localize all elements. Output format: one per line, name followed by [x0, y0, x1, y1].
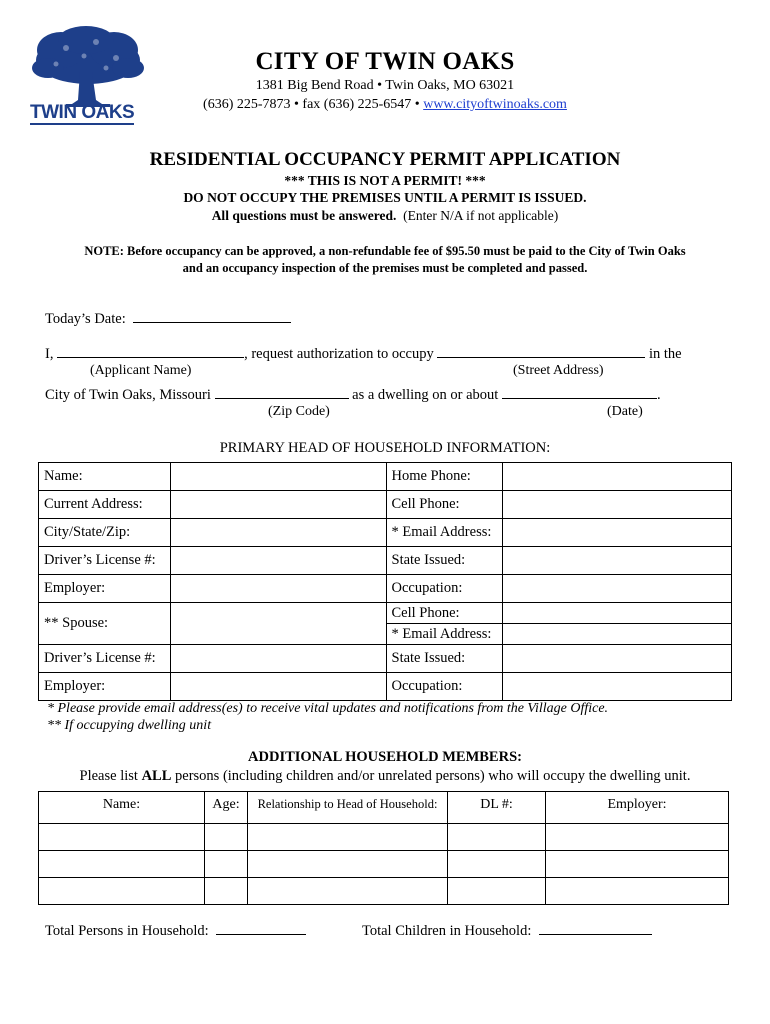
table-row	[39, 463, 732, 491]
logo-text: TWIN OAKS	[30, 102, 135, 123]
street-address-field[interactable]	[437, 345, 645, 358]
total-persons-row	[45, 922, 306, 940]
not-permit-warning: *** THIS IS NOT A PERMIT! ***	[284, 173, 486, 188]
table-row	[39, 824, 729, 851]
additional-subheading	[0, 768, 770, 785]
i-label: I,	[45, 346, 54, 362]
form-title: RESIDENTIAL OCCUPANCY PERMIT APPLICATION	[149, 149, 621, 170]
todays-date-label: Today’s Date:	[45, 311, 126, 327]
spouse-occupation-field[interactable]	[503, 673, 732, 701]
todays-date-row	[45, 310, 291, 328]
total-children-row	[362, 922, 652, 940]
name-label: Name:	[39, 463, 171, 491]
member-relationship-cell[interactable]	[248, 878, 448, 905]
table-row	[39, 575, 732, 603]
spouse-drivers-license-label: Driver’s License #:	[39, 645, 171, 673]
org-contact	[130, 97, 640, 113]
website-link[interactable]: www.cityoftwinoaks.com	[423, 97, 567, 112]
member-dl-cell[interactable]	[448, 851, 546, 878]
do-not-occupy-warning: DO NOT OCCUPY THE PREMISES UNTIL A PERMIT IS ISSUED.	[183, 190, 587, 205]
spouse-cell-label: Cell Phone:	[387, 603, 503, 624]
col-employer-header: Employer:	[546, 792, 729, 824]
period: .	[656, 387, 661, 403]
additional-sub-prefix: Please list	[79, 768, 142, 784]
city-state-zip-field[interactable]	[170, 519, 386, 547]
email-footnote: * Please provide email address(es) to receive vital updates and notifications from the Village Office.	[47, 701, 609, 716]
name-field[interactable]	[170, 463, 386, 491]
table-row	[39, 603, 732, 645]
applicant-name-field[interactable]	[57, 345, 244, 358]
employer-label: Employer:	[39, 575, 171, 603]
drivers-license-label: Driver’s License #:	[39, 547, 171, 575]
zip-caption: (Zip Code)	[268, 404, 330, 419]
spouse-email-label: * Email Address:	[391, 626, 492, 642]
member-name-cell[interactable]	[39, 851, 205, 878]
col-name-header: Name:	[39, 792, 205, 824]
spouse-label: ** Spouse:	[39, 603, 171, 645]
household-members-table	[38, 791, 729, 905]
current-address-label: Current Address:	[39, 491, 171, 519]
state-issued-field[interactable]	[503, 547, 732, 575]
answer-instructions	[0, 208, 770, 224]
spouse-email-field[interactable]	[503, 624, 731, 644]
home-phone-label: Home Phone:	[386, 463, 503, 491]
city-state-zip-label: City/State/Zip:	[39, 519, 171, 547]
table-row	[39, 673, 732, 701]
table-header-row	[39, 792, 729, 824]
spouse-drivers-license-field[interactable]	[170, 645, 386, 673]
org-phone: (636) 225-7873 • fax (636) 225-6547 •	[203, 97, 424, 112]
answer-note: (Enter N/A if not applicable)	[403, 208, 559, 223]
col-relationship-header: Relationship to Head of Household:	[248, 792, 448, 824]
spouse-cell-field[interactable]	[503, 603, 731, 624]
fee-note-line2: and an occupancy inspection of the premises must be completed and passed.	[182, 261, 588, 275]
drivers-license-field[interactable]	[170, 547, 386, 575]
city-text: City of Twin Oaks, Missouri	[45, 387, 211, 403]
cell-phone-field[interactable]	[503, 491, 732, 519]
applicant-caption: (Applicant Name)	[90, 363, 192, 378]
spouse-field[interactable]	[170, 603, 386, 645]
request-text: , request authorization to occupy	[244, 346, 434, 362]
fee-note-line1: NOTE: Before occupancy can be approved, a non-refundable fee of $95.50 must be paid to the City of Twin Oaks	[84, 244, 686, 258]
spouse-state-issued-label: State Issued:	[386, 645, 503, 673]
date-caption: (Date)	[607, 404, 643, 419]
total-children-label: Total Children in Household:	[362, 923, 532, 939]
org-address: 1381 Big Bend Road • Twin Oaks, MO 63021	[255, 78, 515, 93]
member-relationship-cell[interactable]	[248, 824, 448, 851]
total-persons-field[interactable]	[216, 922, 306, 935]
cell-phone-label: Cell Phone:	[386, 491, 503, 519]
todays-date-field[interactable]	[133, 310, 291, 323]
primary-heading: PRIMARY HEAD OF HOUSEHOLD INFORMATION:	[219, 440, 551, 456]
table-row	[39, 491, 732, 519]
spouse-contact-labels	[386, 603, 503, 645]
primary-household-table	[38, 462, 732, 701]
member-name-cell[interactable]	[39, 824, 205, 851]
member-age-cell[interactable]	[205, 851, 248, 878]
state-issued-label: State Issued:	[386, 547, 503, 575]
spouse-contact-fields	[503, 603, 732, 645]
current-address-field[interactable]	[170, 491, 386, 519]
table-row	[39, 851, 729, 878]
member-employer-cell[interactable]	[546, 824, 729, 851]
member-employer-cell[interactable]	[546, 851, 729, 878]
total-children-field[interactable]	[539, 922, 652, 935]
in-the-text: in the	[649, 346, 682, 362]
member-name-cell[interactable]	[39, 878, 205, 905]
spouse-occupation-label: Occupation:	[386, 673, 503, 701]
spouse-employer-label: Employer:	[39, 673, 171, 701]
additional-heading: ADDITIONAL HOUSEHOLD MEMBERS:	[248, 749, 522, 765]
spouse-state-issued-field[interactable]	[503, 645, 732, 673]
member-age-cell[interactable]	[205, 878, 248, 905]
spouse-footnote: ** If occupying dwelling unit	[47, 718, 212, 733]
fee-note	[0, 243, 770, 277]
email-label: * Email Address:	[386, 519, 503, 547]
additional-sub-bold: ALL	[141, 768, 172, 784]
employer-field[interactable]	[170, 575, 386, 603]
total-persons-label: Total Persons in Household:	[45, 923, 209, 939]
occupation-label: Occupation:	[386, 575, 503, 603]
table-row	[39, 547, 732, 575]
table-row	[39, 878, 729, 905]
date-field[interactable]	[502, 386, 657, 399]
home-phone-field[interactable]	[503, 463, 732, 491]
member-age-cell[interactable]	[205, 824, 248, 851]
street-caption: (Street Address)	[513, 363, 604, 378]
table-row	[39, 645, 732, 673]
spouse-employer-field[interactable]	[170, 673, 386, 701]
member-dl-cell[interactable]	[448, 878, 546, 905]
dwelling-text: as a dwelling on or about	[352, 387, 499, 403]
occupation-field[interactable]	[503, 575, 732, 603]
additional-sub-suffix: persons (including children and/or unrelated persons) who will occupy the dwelling unit.	[171, 768, 691, 784]
table-row	[39, 519, 732, 547]
col-dl-header: DL #:	[448, 792, 546, 824]
email-field[interactable]	[503, 519, 732, 547]
org-name: CITY OF TWIN OAKS	[255, 48, 515, 75]
member-relationship-cell[interactable]	[248, 851, 448, 878]
zip-code-field[interactable]	[215, 386, 349, 399]
applicant-row	[45, 345, 682, 363]
col-age-header: Age:	[205, 792, 248, 824]
member-employer-cell[interactable]	[546, 878, 729, 905]
member-dl-cell[interactable]	[448, 824, 546, 851]
answer-bold: All questions must be answered.	[211, 208, 397, 223]
city-row	[45, 386, 661, 404]
